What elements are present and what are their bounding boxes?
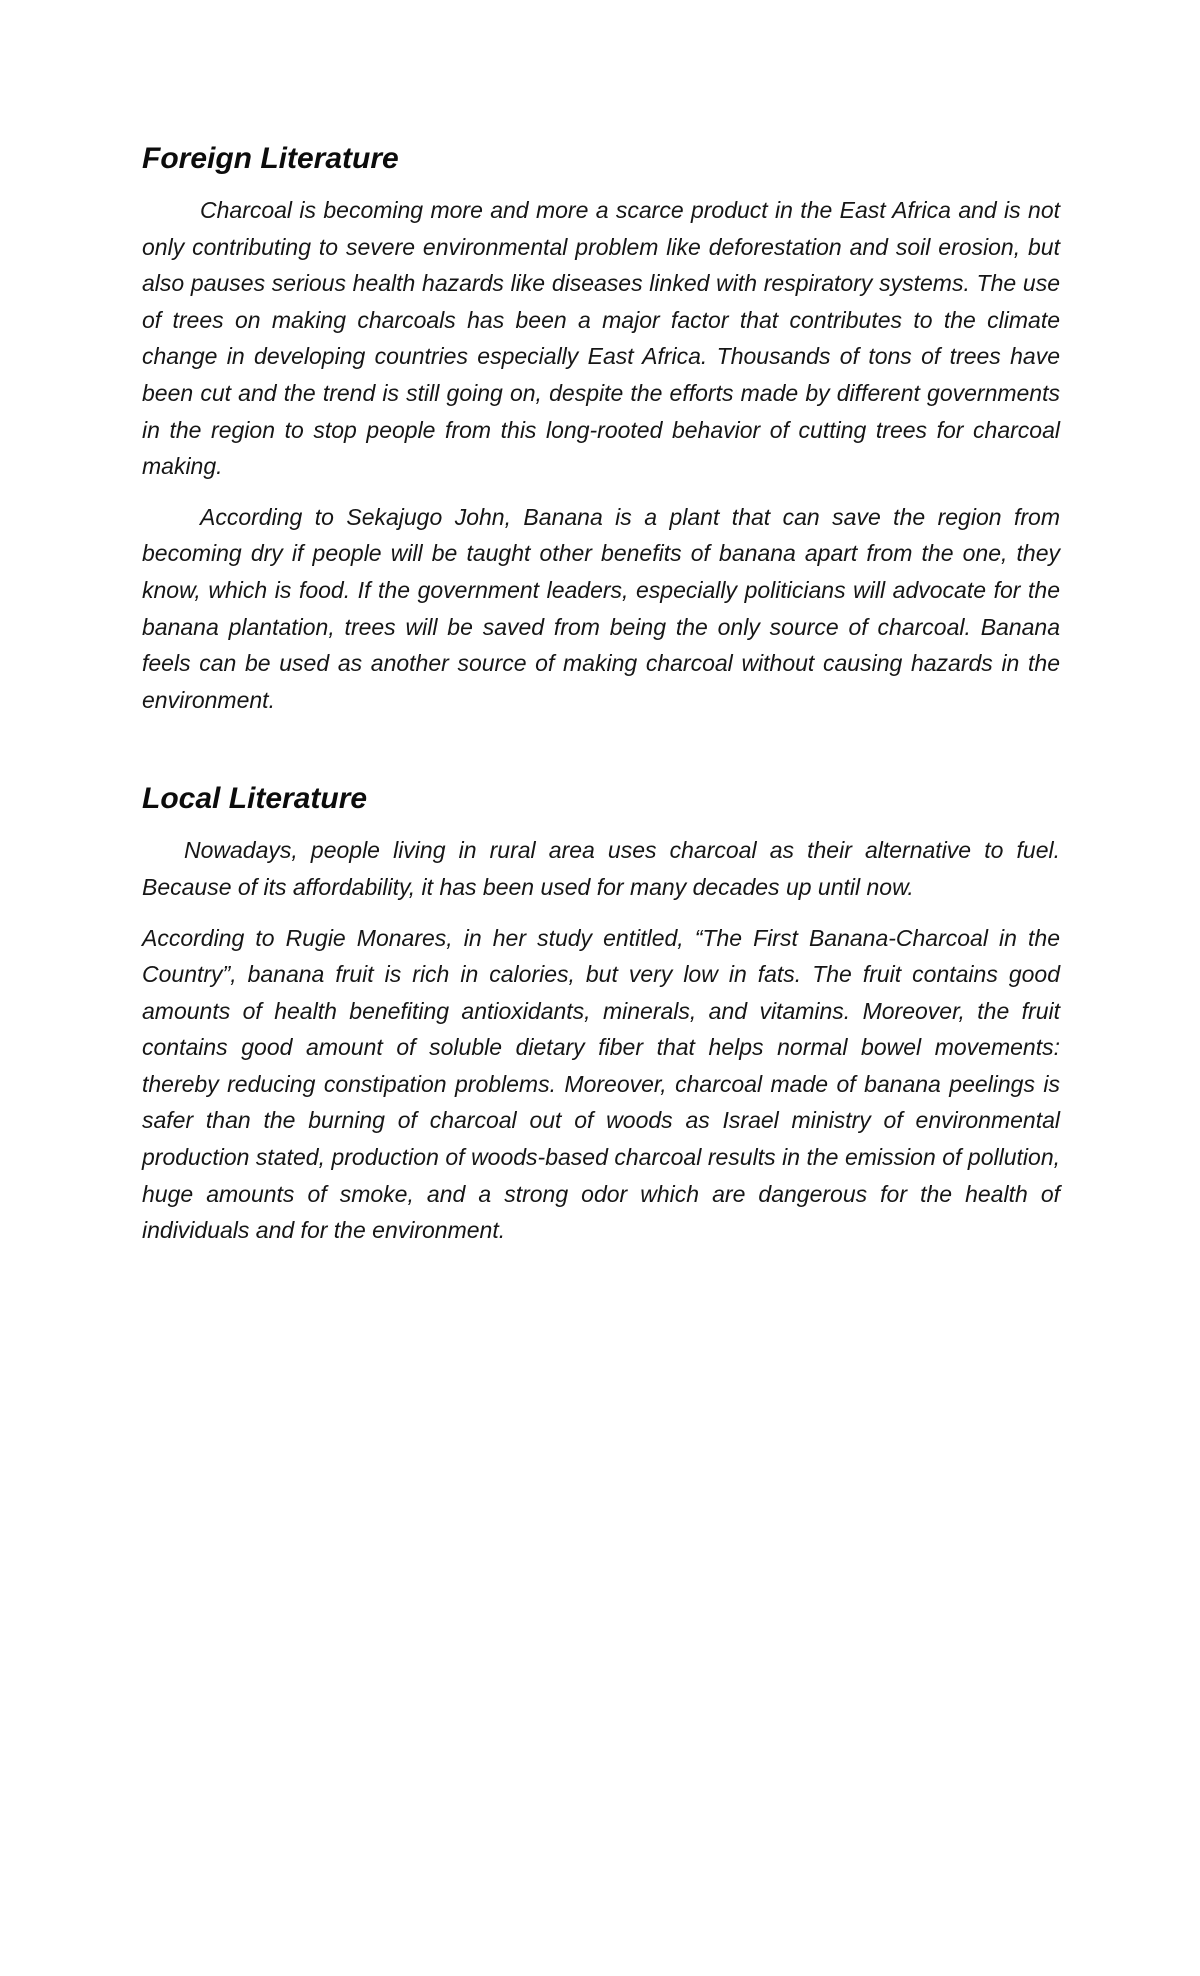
local-literature-heading: Local Literature: [142, 782, 368, 816]
document-page: [142, 140, 1060, 1249]
local-paragraph-1: Nowadays, people living in rural area uses charcoal as their alternative to fuel. Because of its affordability, it has been used for many decades up until now.: [142, 837, 1060, 900]
foreign-literature-heading: Foreign Literature: [142, 142, 399, 175]
foreign-paragraph-2: According to Sekajugo John, Banana is a plant that can save the region from becoming dry if people will be taught other benefits of banana apart from the one, they know, which is food. If the government leaders, especially politicians will advocate for the banana plantation, trees will be saved from being the only source of charcoal. Banana feels can be used as another source of making charcoal without causing hazards in the environment.: [142, 503, 1060, 713]
foreign-paragraph-1: Charcoal is becoming more and more a scarce product in the East Africa and is not only contributing to severe environmental problem like deforestation and soil erosion, but also pauses serious health hazards like diseases linked with respiratory systems. The use of trees on making charcoals has been a major factor that contributes to the climate change in developing countries especially East Africa. Thousands of tons of trees have been cut and the trend is still going on, despite the efforts made by different governments in the region to stop people from this long-rooted behavior of cutting trees for charcoal making.: [142, 197, 1060, 480]
local-paragraph-2: According to Rugie Monares, in her study entitled, “The First Banana-Charcoal in the Country”, banana fruit is rich in calories, but very low in fats. The fruit contains good amounts of health benefiting antioxidants, minerals, and vitamins. Moreover, the fruit contains good amount of soluble dietary fiber that helps normal bowel movements: thereby reducing constipation problems. Moreover, charcoal made of banana peelings is safer than the burning of charcoal out of woods as Israel ministry of environmental production stated, production of woods-based charcoal results in the emission of pollution, huge amounts of smoke, and a strong odor which are dangerous for the health of individuals and for the environment.: [142, 924, 1060, 1244]
